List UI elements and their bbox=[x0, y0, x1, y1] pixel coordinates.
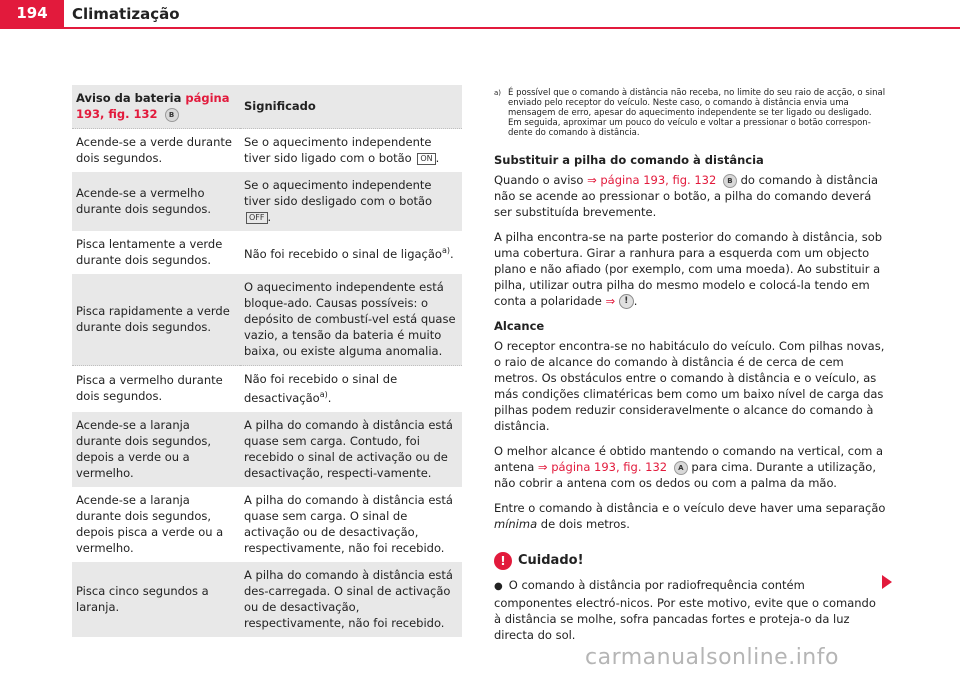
table-row bbox=[72, 562, 462, 637]
text: Entre o comando à distância e o veículo deve haver uma separação bbox=[494, 501, 886, 515]
cell-warning: Acende-se a laranja durante dois segundos, depois a verde ou a vermelho. bbox=[76, 417, 211, 480]
punct: . bbox=[267, 210, 272, 224]
text: de dois metros. bbox=[537, 517, 630, 531]
cell-warning: Acende-se a verde durante dois segundos. bbox=[72, 129, 240, 173]
table-row bbox=[72, 172, 462, 231]
cell-meaning: O aquecimento independente está bloque-ado. Causas possíveis: o depósito de combustí-vel está quase vazio, a tensão da bateria é muito baixa, ou existe alguma anomalia. bbox=[244, 280, 456, 358]
punct: . bbox=[327, 390, 332, 405]
caution-box-header bbox=[494, 552, 886, 570]
table-row bbox=[72, 231, 462, 274]
cell-warning: Pisca rapidamente a verde durante dois segundos. bbox=[76, 304, 230, 334]
text: A pilha encontra-se na parte posterior do comando à distância, sob uma cobertura. Girar a ranhura para a esquerda com um objecto plano e não afiado (por exemplo, com uma moeda). Ao substituir a pilha, utilizar outra pilha do mesmo modelo e colocá-la tendo em conta a polaridade bbox=[494, 230, 883, 308]
badge-b-icon: B bbox=[165, 108, 179, 122]
paragraph bbox=[494, 172, 886, 220]
cell-meaning: A pilha do comando à distância está quase sem carga. O sinal de activação ou de desactivação, respectivamente, não foi recebido. bbox=[244, 492, 453, 555]
bullet-icon: ● bbox=[494, 581, 503, 592]
meaning-text: Não foi recebido o sinal de desactivação bbox=[244, 372, 398, 405]
cell-meaning: A pilha do comando à distância está des-carregada. O sinal de activação ou de desactivação, respectivamente, não foi recebido. bbox=[244, 567, 453, 630]
page-ref-link[interactable]: ⇒ página 193, fig. 132 bbox=[587, 173, 717, 187]
ref-arrow-icon: ⇒ bbox=[605, 294, 616, 308]
text: para cima. Durante a utilização, não cobrir a antena com os dedos ou com a palma da mão. bbox=[494, 460, 876, 490]
punct: . bbox=[633, 294, 638, 308]
off-key-icon: OFF bbox=[246, 212, 268, 224]
cell-warning: Pisca a vermelho durante dois segundos. bbox=[72, 366, 240, 412]
table-header-row bbox=[72, 85, 462, 129]
paragraph: O receptor encontra-se no habitáculo do veículo. Com pilhas novas, o raio de alcance do comando à distância é de cerca de cem metros. Os obstáculos entre o comando à distância e o veículo, as más condições climatéricas bem como um baixo nível de carga das pilhas podem reduzir consideravelmente o alcance do comando à distância. bbox=[494, 339, 885, 433]
header-cell-meaning: Significado bbox=[244, 99, 316, 113]
text: do comando à distância não se acende ao pressionar o botão, a pilha do comando deverá ser substituída brevemente. bbox=[494, 173, 879, 219]
text: O comando à distância por radiofrequência contém componentes electró-nicos. Por este motivo, evite que o comando à distância se molhe, sofra pancadas fortes e proteja-o da luz directa do sol. bbox=[494, 578, 876, 642]
header-rule bbox=[0, 27, 960, 29]
on-key-icon: ON bbox=[417, 153, 435, 165]
cell-warning: Acende-se a vermelho durante dois segundos. bbox=[76, 186, 211, 216]
cell-meaning: A pilha do comando à distância está quase sem carga. Contudo, foi recebido o sinal de activação ou de desactivação, respecti-vamente. bbox=[244, 417, 453, 480]
footnote-ref: a) bbox=[319, 390, 328, 399]
header-label: Aviso da bateria bbox=[76, 91, 186, 105]
table-row bbox=[72, 274, 462, 366]
table-row bbox=[72, 412, 462, 487]
meaning-text: Se o aquecimento independente tiver sido ligado com o botão bbox=[244, 135, 432, 165]
meaning-text: Se o aquecimento independente tiver sido desligado com o botão bbox=[244, 178, 433, 208]
section-heading-battery: Substituir a pilha do comando à distância bbox=[494, 153, 764, 167]
cell-meaning bbox=[240, 172, 462, 231]
table-row bbox=[72, 487, 462, 562]
badge-a-icon: A bbox=[674, 461, 688, 475]
header-cell-warning bbox=[72, 85, 240, 129]
cell-warning: Acende-se a laranja durante dois segundos, depois pisca a verde ou a vermelho. bbox=[76, 492, 224, 555]
watermark: carmanualsonline.info bbox=[585, 645, 839, 670]
warning-ref-icon[interactable]: ! bbox=[619, 294, 634, 309]
section-heading-range: Alcance bbox=[494, 319, 545, 333]
punct: . bbox=[449, 246, 454, 261]
caution-title: Cuidado! bbox=[518, 553, 584, 568]
paragraph bbox=[494, 443, 886, 491]
page-ref-link[interactable]: ⇒ página 193, fig. 132 bbox=[537, 460, 668, 474]
cell-meaning bbox=[240, 366, 462, 412]
paragraph bbox=[494, 500, 886, 532]
caution-text bbox=[494, 577, 886, 643]
text: Quando o aviso bbox=[494, 173, 588, 187]
caution-icon: ! bbox=[494, 552, 512, 570]
badge-b-icon: B bbox=[723, 174, 737, 188]
footnote-mark: a) bbox=[494, 89, 502, 97]
table-row bbox=[72, 129, 462, 173]
punct: . bbox=[435, 151, 440, 165]
cell-meaning bbox=[240, 231, 462, 274]
right-column bbox=[494, 88, 886, 652]
table-row bbox=[72, 366, 462, 412]
cell-warning: Pisca lentamente a verde durante dois segundos. bbox=[76, 237, 223, 267]
meaning-text: Não foi recebido o sinal de ligação bbox=[244, 246, 442, 261]
cell-meaning bbox=[240, 129, 462, 173]
text: O melhor alcance é obtido mantendo o comando na vertical, com a antena bbox=[494, 444, 884, 474]
cell-warning: Pisca cinco segundos a laranja. bbox=[76, 583, 209, 614]
battery-signal-table bbox=[72, 85, 462, 637]
page-ref-link[interactable]: página 193, fig. 132 bbox=[76, 91, 230, 121]
continue-arrow-icon bbox=[882, 575, 892, 589]
paragraph bbox=[494, 229, 886, 309]
emphasis: mínima bbox=[494, 517, 538, 531]
page-number: 194 bbox=[0, 0, 64, 27]
footnote bbox=[494, 88, 886, 138]
page-title: Climatização bbox=[72, 5, 180, 23]
footnote-ref: a) bbox=[441, 245, 450, 255]
footnote-text: É possível que o comando à distância não receba, no limite do seu raio de acção, o sinal enviado pelo receptor do veículo. Neste caso, o comando à distância envia uma mensagem de erro, apesar do aquecimento independente se ter ligado ou desligado. Em seguida, aproximar um pouco do veículo e voltar a pressionar o botão correspon-dente do comando à distância. bbox=[508, 88, 886, 138]
